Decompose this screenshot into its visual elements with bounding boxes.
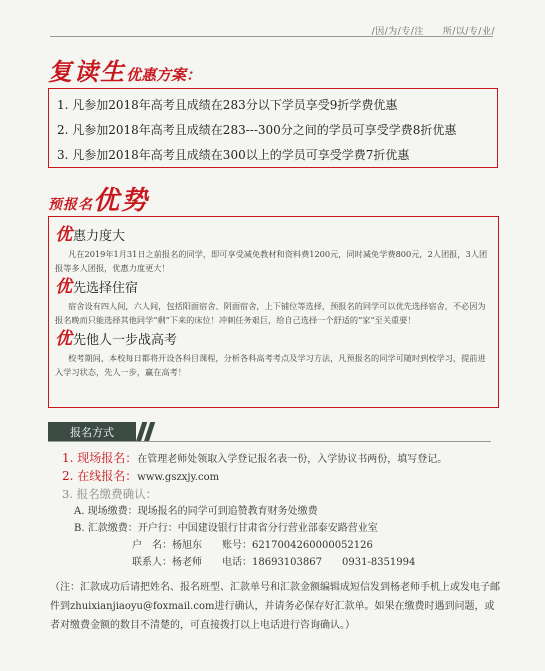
advantage-heading-text: 先选择住宿 [73,281,139,296]
advantage-heading [55,329,492,351]
pre-registration-title: 预报名 [48,197,93,213]
advantage-heading-text: 先他人一步战高考 [73,333,178,348]
motto: /因/为/专/注 所/以/专/业/ [371,27,495,37]
advantage-mark: 优 [55,225,72,245]
pre-registration-heading [48,180,149,217]
onsite-label: 1. 现场报名： [62,451,138,465]
contact-line: 联系人：杨老师 电话：18693103867 0931-8351994 [132,557,416,568]
advantage-body: 凡在2019年1月31日之前报名的同学，即可享受减免教材和资料费1200元，同时减免学费800元，2人团报，3人团报等多人团报，优惠力度更大！ [55,249,488,273]
fee-step-label: 3. 报名缴费确认： [62,487,158,501]
discount-plan-box [48,88,498,168]
advantage-title: 优势 [93,186,150,216]
payment-note: （注：汇款成功后请把姓名、报名班型、汇款单号和汇款金额编辑成短信发到杨老师手机上或发电子邮件到zhuixianjiaoyu@foxmail.com进行确认，并请务必保存好汇款单。如果在缴费时遇到问题，或者对缴费金额的数目不清楚的，可直接拨打以上电话进行咨询确认。） [50,582,500,631]
onsite-step [62,450,447,468]
advantage-heading [55,277,492,299]
discount-item: 2. 凡参加2018年高考且成绩在283---300分之间的学员可享受学费8折优惠 [57,123,457,137]
discount-plan-title: 优惠方案： [126,66,202,84]
onsite-text: 在管理老师处领取入学登记报名表一份，入学协议书两份，填写登记。 [137,454,448,465]
online-url[interactable]: www.gszxjy.com [137,472,220,483]
advantage-body: 宿舍设有四人间，六人间，包括阳面宿舍、阴面宿舍，上下铺位等选择，预报名的同学可以优先选择宿舍，不必因为报名晚而只能选择其他同学“剩”下来的床位！冲刺任务艰巨，给自己选择一个舒适的“家”至关重要！ [55,301,486,325]
advantages-box [48,216,499,408]
tab-rule [48,441,491,442]
fee-transfer: B. 汇款缴费：开户行：中国建设银行甘肃省分行营业部泰安路营业室 [74,523,378,534]
advantage-mark: 优 [55,277,72,297]
online-step [62,468,447,486]
registration-tab [48,422,152,442]
repeat-student-heading [48,52,201,87]
account-line: 户 名：杨旭东 账号：6217004260000052126 [132,540,373,551]
repeat-student-title: 复读生 [48,57,126,86]
registration-steps [62,450,447,571]
online-label: 2. 在线报名： [62,469,138,483]
advantage-heading-text: 惠力度大 [73,229,126,244]
advantage-heading [55,225,492,247]
registration-tab-label: 报名方式 [48,422,136,442]
fee-onsite: A. 现场缴费：现场报名的同学可到追赞教育财务处缴费 [74,506,318,517]
advantage-mark: 优 [55,329,72,349]
discount-item: 3. 凡参加2018年高考且成绩在300以上的学员可享受学费7折优惠 [57,148,410,162]
discount-item: 1. 凡参加2018年高考且成绩在283分以下学员享受9折学费优惠 [57,98,398,112]
advantage-body: 校考期间，本校每日都将开设各科目课程，分析各科高考考点及学习方法，凡预报名的同学可随时到校学习，提前进入学习状态，先人一步，赢在高考！ [55,353,486,377]
